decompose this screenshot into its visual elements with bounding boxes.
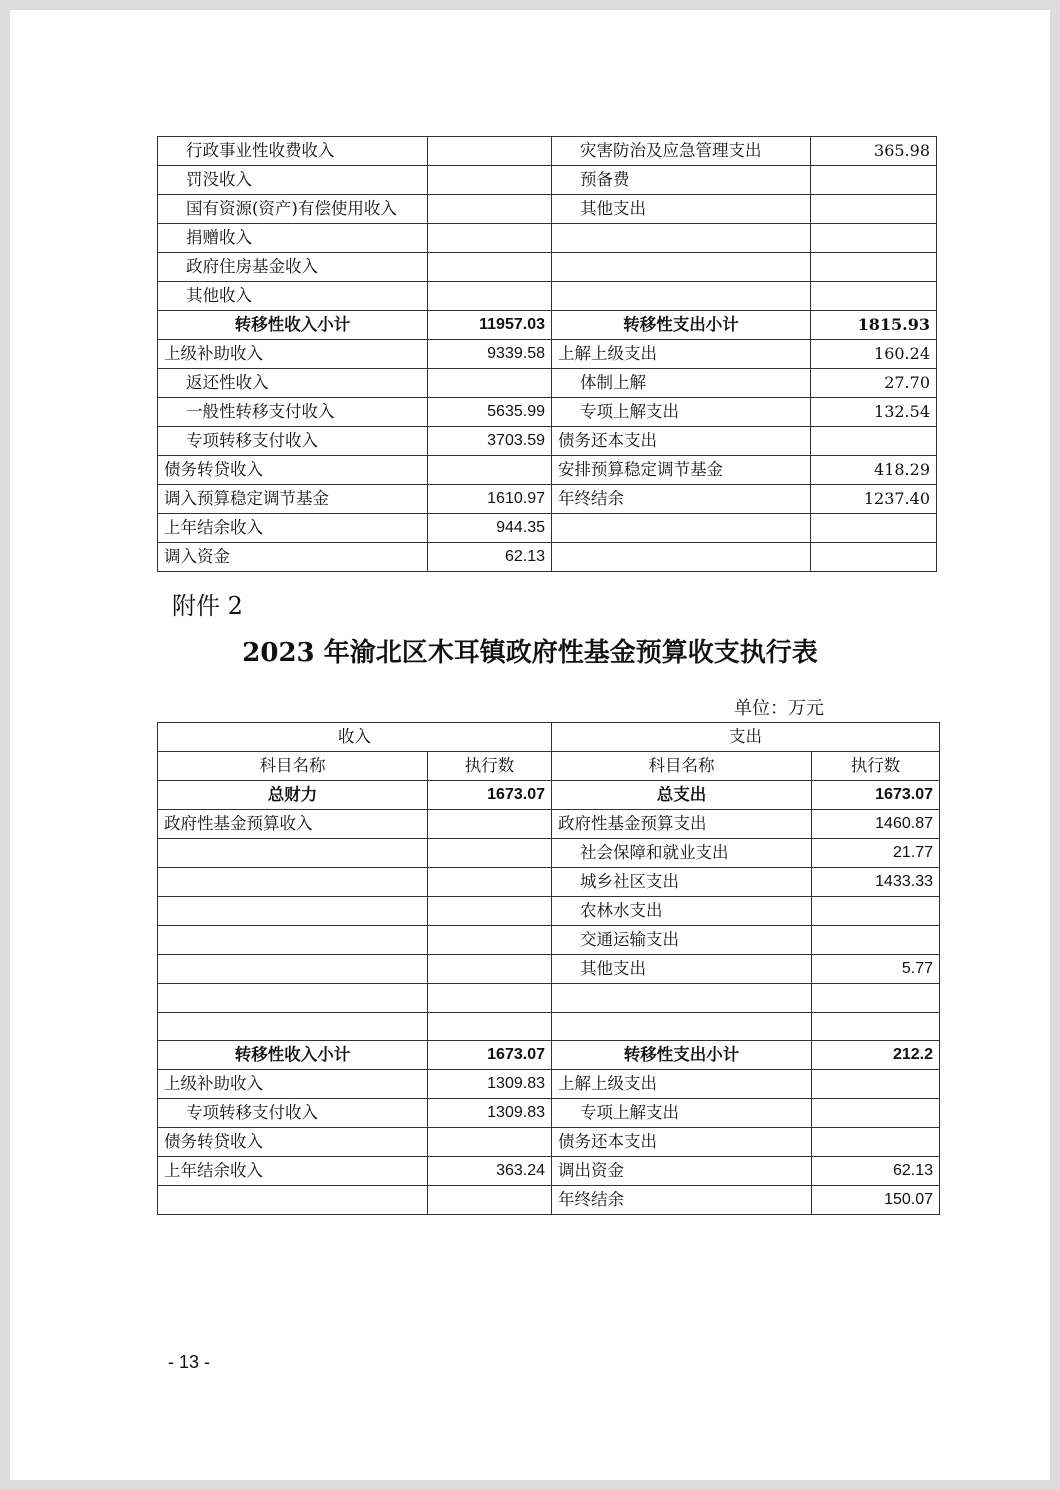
- expense-item: [552, 543, 811, 572]
- document-page: [10, 10, 1050, 1480]
- table-row: [158, 224, 937, 253]
- table-row: [158, 839, 940, 868]
- table-row: [158, 897, 940, 926]
- expense-header: 支出: [552, 723, 940, 752]
- income-item: [158, 926, 428, 955]
- expense-value: [811, 282, 937, 311]
- expense-value: [812, 984, 940, 1013]
- table-row: [158, 253, 937, 282]
- income-value: [428, 1186, 552, 1215]
- income-subtotal-label: 转移性收入小计: [158, 1041, 428, 1070]
- income-value: [428, 897, 552, 926]
- income-value: 3703.59: [428, 427, 552, 456]
- income-value: 1309.83: [428, 1099, 552, 1128]
- income-value: [428, 282, 552, 311]
- table-row: [158, 1157, 940, 1186]
- expense-value: 160.24: [811, 340, 937, 369]
- income-header: 收入: [158, 723, 552, 752]
- expense-value: [811, 514, 937, 543]
- income-subtotal-value: 1673.07: [428, 1041, 552, 1070]
- expense-value: [812, 1070, 940, 1099]
- expense-item: 预备费: [552, 166, 811, 195]
- page-number: - 13 -: [168, 1352, 211, 1372]
- expense-item: 债务还本支出: [552, 427, 811, 456]
- expense-value: 1433.33: [812, 868, 940, 897]
- income-item: 政府住房基金收入: [158, 253, 428, 282]
- expense-value: 1237.40: [811, 485, 937, 514]
- table-row: [158, 514, 937, 543]
- income-item: [158, 897, 428, 926]
- table-row: [158, 166, 937, 195]
- table-row: [158, 1070, 940, 1099]
- expense-item: 农林水支出: [552, 897, 812, 926]
- income-value: [428, 137, 552, 166]
- expense-item: [552, 514, 811, 543]
- income-item: 上年结余收入: [158, 514, 428, 543]
- income-item: 上级补助收入: [158, 340, 428, 369]
- table-row: [158, 137, 937, 166]
- table-row: [158, 1041, 940, 1070]
- table-row: [158, 955, 940, 984]
- page-title: 2023 年渝北区木耳镇政府性基金预算收支执行表: [242, 638, 818, 668]
- expense-item: [552, 1012, 812, 1041]
- income-subtotal-value: 11957.03: [428, 311, 552, 340]
- expense-value: [811, 166, 937, 195]
- income-value: [428, 369, 552, 398]
- income-item: 专项转移支付收入: [158, 427, 428, 456]
- expense-value: 365.98: [811, 137, 937, 166]
- expense-value: 5.77: [812, 955, 940, 984]
- expense-value: [811, 543, 937, 572]
- expense-subtotal-value: 1815.93: [811, 311, 937, 340]
- table-row: [158, 1012, 940, 1041]
- income-item: [158, 1012, 428, 1041]
- column-header-row: [158, 752, 940, 781]
- expense-item: 上解上级支出: [552, 1070, 812, 1099]
- income-value: [428, 253, 552, 282]
- income-item: 上年结余收入: [158, 1157, 428, 1186]
- expense-value: [812, 1128, 940, 1157]
- expense-value: 21.77: [812, 839, 940, 868]
- table-row: [158, 485, 937, 514]
- expense-value: 150.07: [812, 1186, 940, 1215]
- attachment-label: 附件 2: [172, 592, 243, 620]
- income-item: [158, 1186, 428, 1215]
- expense-value: 132.54: [811, 398, 937, 427]
- expense-item: 其他支出: [552, 955, 812, 984]
- expense-value: [811, 427, 937, 456]
- expense-subtotal-label: 转移性支出小计: [552, 1041, 812, 1070]
- income-value: [428, 926, 552, 955]
- table-row: [158, 282, 937, 311]
- expense-subtotal-label: 转移性支出小计: [552, 311, 811, 340]
- income-value: [428, 1012, 552, 1041]
- income-item: 罚没收入: [158, 166, 428, 195]
- expense-item: 上解上级支出: [552, 340, 811, 369]
- table-row: [158, 369, 937, 398]
- table-row: [158, 1186, 940, 1215]
- income-value: 5635.99: [428, 398, 552, 427]
- income-value: [428, 1128, 552, 1157]
- table-row: [158, 810, 940, 839]
- table-row: [158, 543, 937, 572]
- expense-value: [812, 1012, 940, 1041]
- income-value: [428, 955, 552, 984]
- expense-item: 安排预算稳定调节基金: [552, 456, 811, 485]
- table-row: [158, 926, 940, 955]
- income-item: 行政事业性收费收入: [158, 137, 428, 166]
- table-row: [158, 1128, 940, 1157]
- total-expense-value: 1673.07: [812, 781, 940, 810]
- expense-item: 年终结余: [552, 1186, 812, 1215]
- expense-value: 418.29: [811, 456, 937, 485]
- income-value: 1309.83: [428, 1070, 552, 1099]
- income-value: 363.24: [428, 1157, 552, 1186]
- expense-value: [812, 1099, 940, 1128]
- income-value: 62.13: [428, 543, 552, 572]
- expense-value: [811, 253, 937, 282]
- expense-item: [552, 253, 811, 282]
- expense-subtotal-value: 212.2: [812, 1041, 940, 1070]
- expense-item: 体制上解: [552, 369, 811, 398]
- expense-value: 27.70: [811, 369, 937, 398]
- income-value: [428, 839, 552, 868]
- expense-value-header: 执行数: [812, 752, 940, 781]
- income-item: 调入资金: [158, 543, 428, 572]
- income-value: [428, 166, 552, 195]
- expense-name-header: 科目名称: [552, 752, 812, 781]
- income-value: [428, 224, 552, 253]
- expense-value: [811, 224, 937, 253]
- income-item: 债务转贷收入: [158, 456, 428, 485]
- expense-item: 社会保障和就业支出: [552, 839, 812, 868]
- expense-item: 灾害防治及应急管理支出: [552, 137, 811, 166]
- expense-value: [811, 195, 937, 224]
- income-name-header: 科目名称: [158, 752, 428, 781]
- income-item: 上级补助收入: [158, 1070, 428, 1099]
- table-row: [158, 1099, 940, 1128]
- income-item: 一般性转移支付收入: [158, 398, 428, 427]
- expense-item: [552, 282, 811, 311]
- income-item: [158, 955, 428, 984]
- income-subtotal-label: 转移性收入小计: [158, 311, 428, 340]
- unit-label: 单位：万元: [734, 698, 824, 719]
- income-value: 944.35: [428, 514, 552, 543]
- income-item: 捐赠收入: [158, 224, 428, 253]
- table-row: [158, 781, 940, 810]
- expense-value: [812, 897, 940, 926]
- expense-item: 债务还本支出: [552, 1128, 812, 1157]
- table-row: [158, 427, 937, 456]
- expense-item: 调出资金: [552, 1157, 812, 1186]
- income-item: 政府性基金预算收入: [158, 810, 428, 839]
- table-row: [158, 340, 937, 369]
- table-row: [158, 311, 937, 340]
- income-item: 返还性收入: [158, 369, 428, 398]
- income-item: 其他收入: [158, 282, 428, 311]
- table-row: [158, 195, 937, 224]
- table-row: [158, 456, 937, 485]
- expense-item: [552, 224, 811, 253]
- total-income-label: 总财力: [158, 781, 428, 810]
- income-value: [428, 868, 552, 897]
- income-item: 专项转移支付收入: [158, 1099, 428, 1128]
- expense-value: 62.13: [812, 1157, 940, 1186]
- general-budget-table-continued: [157, 136, 937, 572]
- expense-item: [552, 984, 812, 1013]
- income-value-header: 执行数: [428, 752, 552, 781]
- income-value: [428, 984, 552, 1013]
- income-value: [428, 195, 552, 224]
- expense-value: [812, 926, 940, 955]
- expense-item: 政府性基金预算支出: [552, 810, 812, 839]
- table-row: [158, 398, 937, 427]
- income-value: [428, 456, 552, 485]
- total-expense-label: 总支出: [552, 781, 812, 810]
- expense-item: 其他支出: [552, 195, 811, 224]
- income-item: [158, 868, 428, 897]
- table-row: [158, 984, 940, 1013]
- expense-value: 1460.87: [812, 810, 940, 839]
- expense-item: 城乡社区支出: [552, 868, 812, 897]
- income-item: [158, 839, 428, 868]
- expense-item: 专项上解支出: [552, 1099, 812, 1128]
- total-income-value: 1673.07: [428, 781, 552, 810]
- income-item: [158, 984, 428, 1013]
- income-item: 调入预算稳定调节基金: [158, 485, 428, 514]
- expense-item: 年终结余: [552, 485, 811, 514]
- income-value: 1610.97: [428, 485, 552, 514]
- government-fund-budget-table: [157, 722, 940, 1215]
- header-row: [158, 723, 940, 752]
- expense-item: 专项上解支出: [552, 398, 811, 427]
- expense-item: 交通运输支出: [552, 926, 812, 955]
- income-value: [428, 810, 552, 839]
- table-row: [158, 868, 940, 897]
- income-value: 9339.58: [428, 340, 552, 369]
- income-item: 债务转贷收入: [158, 1128, 428, 1157]
- income-item: 国有资源(资产)有偿使用收入: [158, 195, 428, 224]
